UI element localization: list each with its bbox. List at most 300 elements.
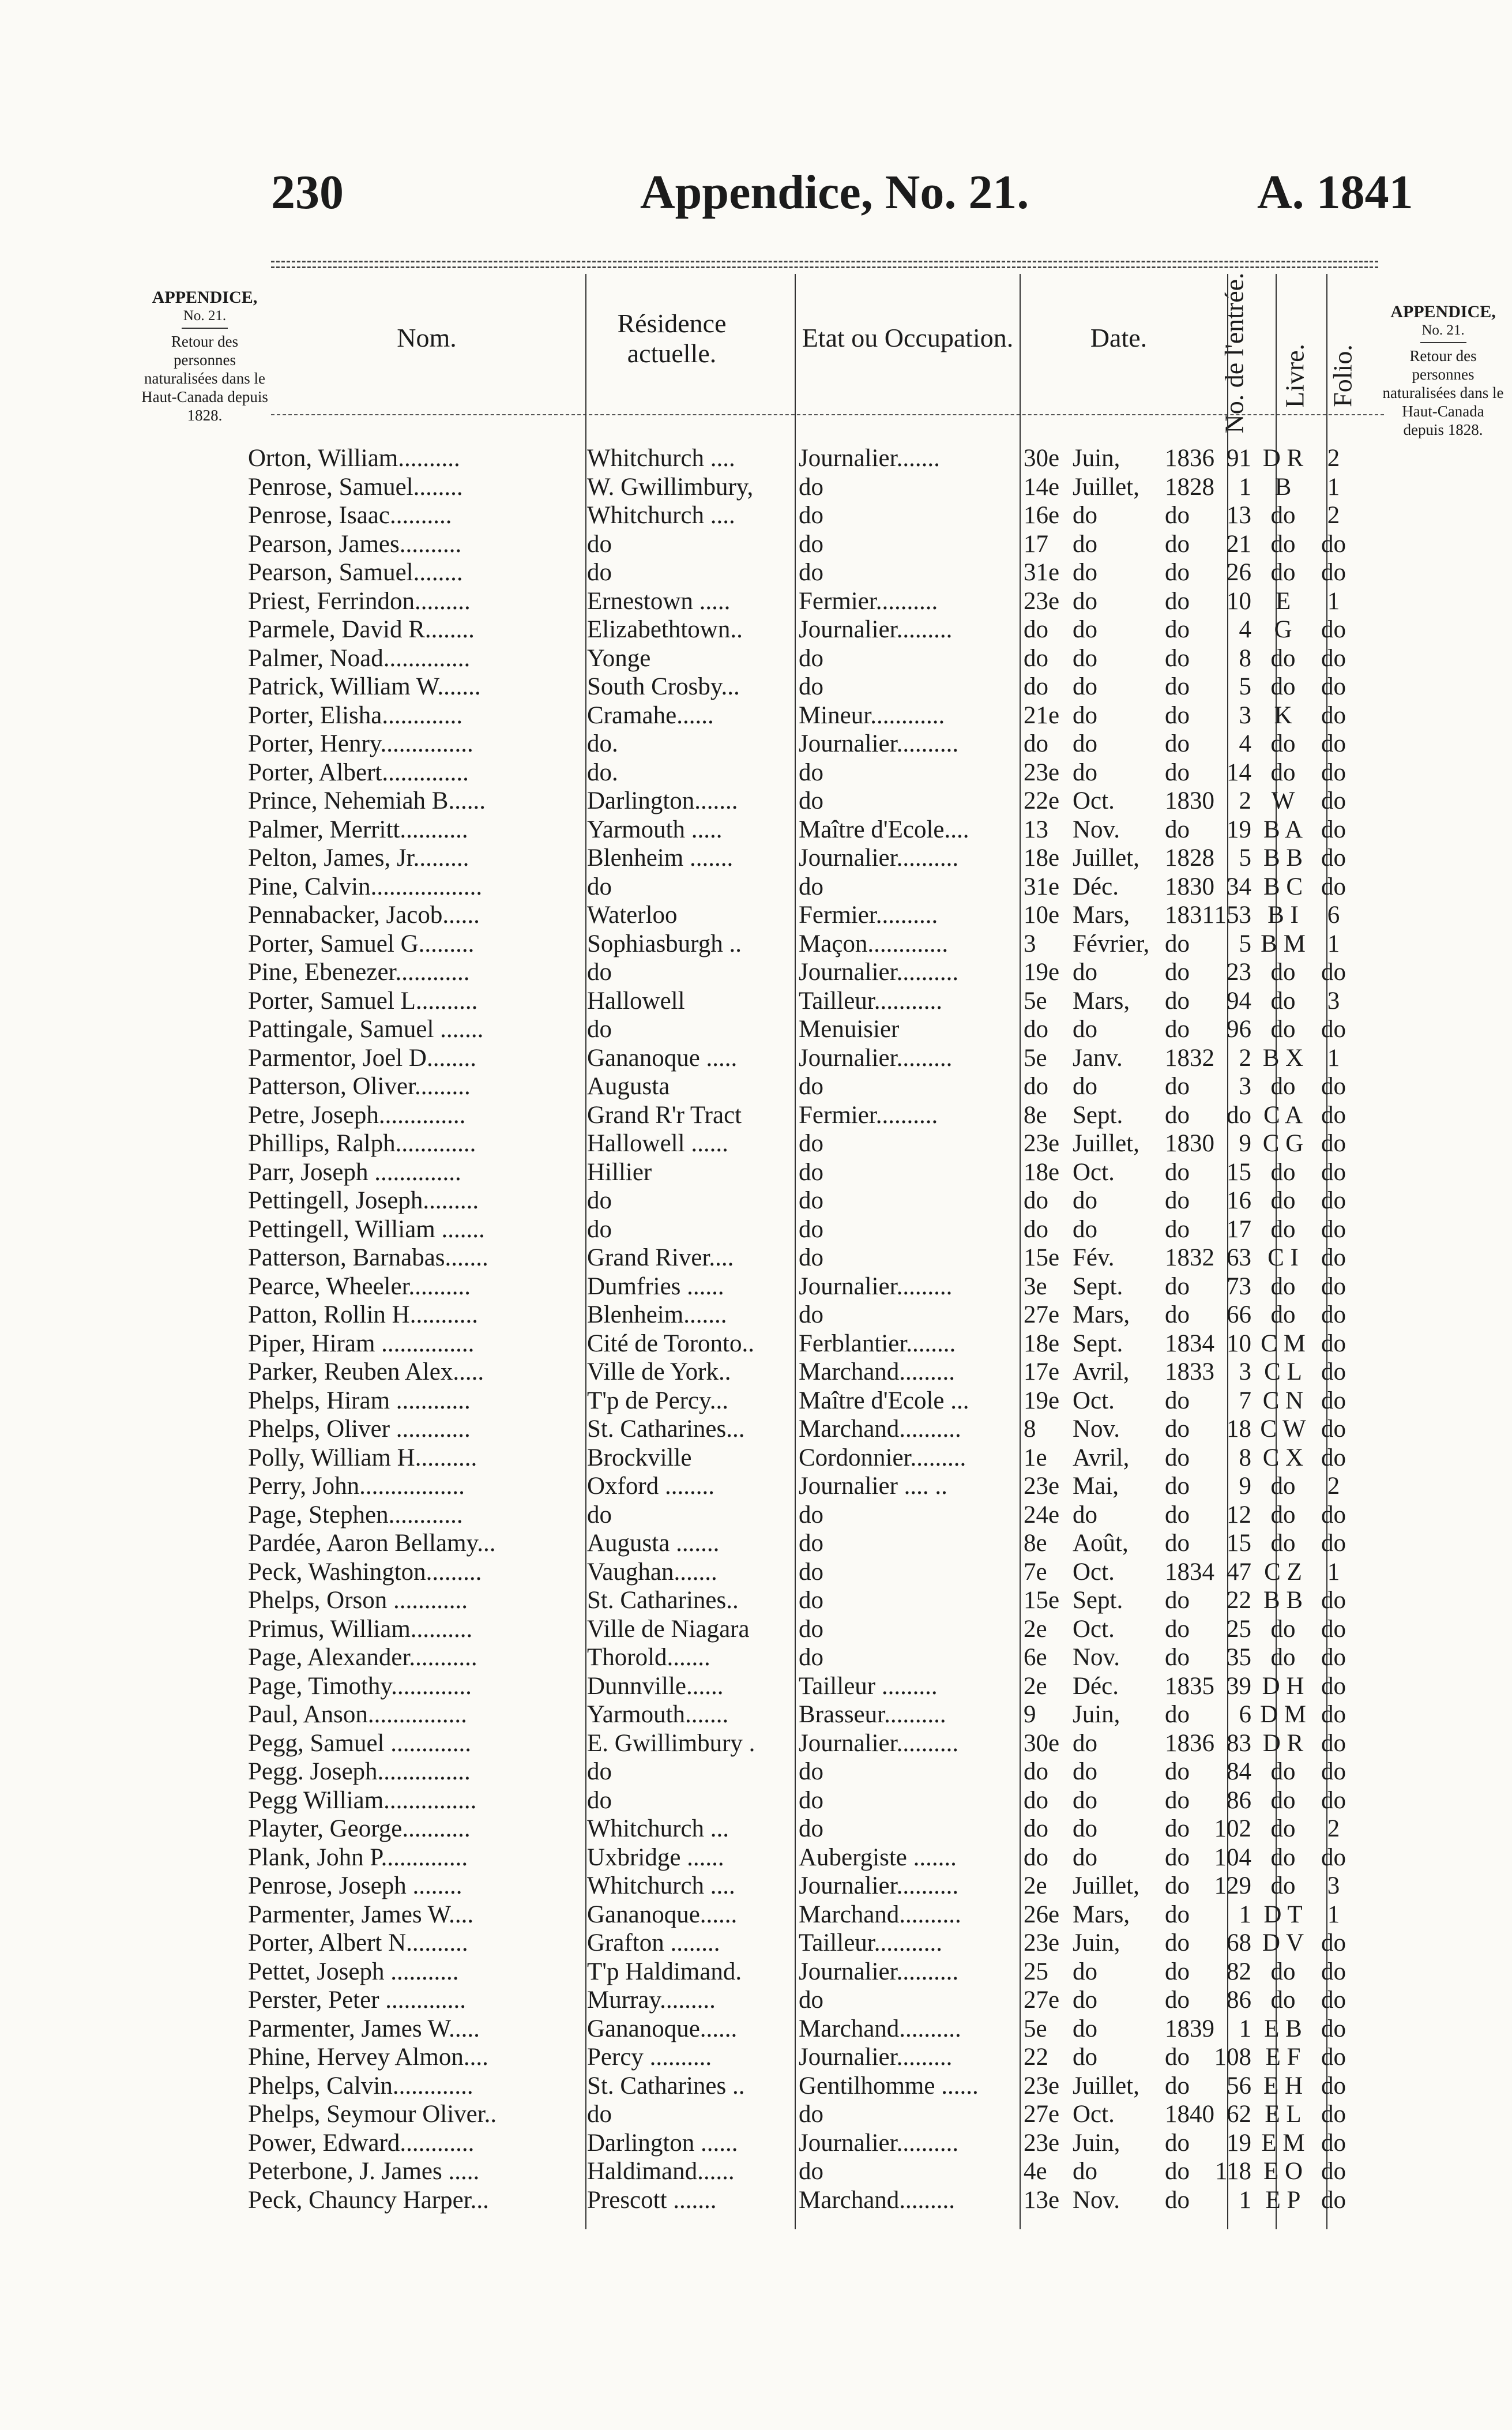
- cell-date-day: 13e: [1024, 2186, 1060, 2214]
- cell-folio: 1: [1327, 587, 1340, 615]
- cell-date-day: 17e: [1024, 1358, 1060, 1385]
- cell-occupation: Journalier .... ..: [799, 1473, 947, 1500]
- cell-date-day: 2e: [1024, 1615, 1047, 1643]
- cell-date-year: do: [1165, 987, 1190, 1015]
- cell-livre: do: [1270, 1473, 1296, 1500]
- column-header-rule: [271, 414, 1384, 415]
- cell-no-entree: 108: [1214, 2044, 1251, 2071]
- cell-date-month: Nov.: [1073, 2186, 1120, 2214]
- cell-folio: do: [1321, 616, 1346, 643]
- cell-livre: E H: [1263, 2072, 1303, 2100]
- cell-date-year: do: [1165, 1101, 1190, 1129]
- cell-residence: do: [587, 1501, 612, 1528]
- cell-no-entree: 12: [1227, 1501, 1251, 1528]
- cell-nom: Parmenter, James W.....: [248, 2015, 480, 2042]
- cell-occupation: Aubergiste .......: [799, 1843, 957, 1871]
- cell-date-month: Oct.: [1073, 1615, 1115, 1643]
- cell-folio: do: [1321, 1786, 1346, 1814]
- cell-nom: Pine, Calvin..................: [248, 873, 483, 900]
- cell-date-month: do: [1073, 959, 1097, 986]
- cell-livre: do: [1270, 1986, 1296, 2014]
- cell-date-month: Oct.: [1073, 1158, 1115, 1186]
- cell-folio: do: [1321, 816, 1346, 843]
- cell-residence: do: [587, 530, 612, 558]
- cell-residence: do: [587, 959, 612, 986]
- cell-nom: Priest, Ferrindon.........: [248, 587, 471, 615]
- cell-nom: Phelps, Calvin.............: [248, 2072, 473, 2100]
- cell-nom: Prince, Nehemiah B......: [248, 787, 486, 814]
- cell-date-month: Juin,: [1073, 2129, 1120, 2157]
- cell-occupation: Menuisier: [799, 1016, 900, 1043]
- cell-occupation: Ferblantier........: [799, 1329, 956, 1357]
- cell-folio: do: [1321, 730, 1346, 757]
- cell-date-day: 5e: [1024, 987, 1047, 1015]
- cell-occupation: Mineur............: [799, 701, 945, 729]
- cell-nom: Power, Edward............: [248, 2129, 475, 2157]
- cell-folio: 3: [1327, 987, 1340, 1015]
- cell-livre: do: [1270, 1215, 1296, 1243]
- cell-date-day: do: [1024, 616, 1048, 643]
- cell-livre: B: [1274, 473, 1292, 501]
- cell-nom: Petre, Joseph..............: [248, 1101, 466, 1129]
- col-header-nom: Nom.: [397, 323, 457, 352]
- col-header-livre: Livre.: [1280, 343, 1310, 408]
- cell-no-entree: 56: [1227, 2072, 1251, 2100]
- cell-date-day: 23e: [1024, 587, 1060, 615]
- cell-residence: Haldimand......: [587, 2158, 735, 2185]
- cell-occupation: do: [799, 1187, 823, 1214]
- cell-nom: Pennabacker, Jacob......: [248, 902, 480, 929]
- cell-folio: do: [1321, 2158, 1346, 2185]
- cell-occupation: do: [799, 873, 823, 900]
- cell-date-year: do: [1165, 1501, 1190, 1528]
- cell-occupation: do: [799, 787, 823, 814]
- cell-livre: E B: [1264, 2015, 1302, 2042]
- cell-date-day: 8: [1024, 1415, 1036, 1443]
- cell-no-entree: 16: [1227, 1187, 1251, 1214]
- cell-nom: Orton, William..........: [248, 445, 460, 472]
- cell-residence: Blenheim .......: [587, 844, 734, 872]
- cell-date-year: do: [1165, 2129, 1190, 2157]
- cell-folio: do: [1321, 1358, 1346, 1385]
- cell-livre: do: [1270, 1158, 1296, 1186]
- cell-date-year: 1828: [1165, 473, 1214, 501]
- cell-livre: do: [1270, 502, 1296, 529]
- cell-occupation: Fermier..........: [799, 902, 938, 929]
- cell-nom: Phelps, Oliver ............: [248, 1415, 471, 1443]
- cell-date-year: do: [1165, 673, 1190, 700]
- cell-date-year: 1836: [1165, 1729, 1214, 1757]
- cell-date-year: do: [1165, 616, 1190, 643]
- cell-occupation: Gentilhomme ......: [799, 2072, 979, 2100]
- column-rule-3: [1020, 274, 1021, 2229]
- cell-livre: C W: [1260, 1415, 1306, 1443]
- cell-date-year: do: [1165, 1187, 1190, 1214]
- cell-folio: do: [1321, 2186, 1346, 2214]
- cell-folio: 1: [1327, 1558, 1340, 1586]
- cell-no-entree: 4: [1239, 730, 1251, 757]
- cell-livre: B X: [1262, 1044, 1304, 1072]
- cell-occupation: Journalier..........: [799, 1958, 959, 1985]
- cell-no-entree: 19: [1227, 816, 1251, 843]
- cell-occupation: do: [799, 2101, 823, 2128]
- cell-date-year: 1835: [1165, 1672, 1214, 1700]
- cell-date-month: do: [1073, 2015, 1097, 2042]
- cell-date-year: do: [1165, 1644, 1190, 1671]
- cell-nom: Phelps, Hiram ............: [248, 1387, 471, 1414]
- cell-occupation: do: [799, 1501, 823, 1528]
- cell-date-month: do: [1073, 1187, 1097, 1214]
- cell-date-day: 5e: [1024, 1044, 1047, 1072]
- cell-date-month: do: [1073, 1786, 1097, 1814]
- cell-livre: do: [1270, 1187, 1296, 1214]
- cell-nom: Patterson, Barnabas.......: [248, 1244, 488, 1271]
- cell-folio: do: [1321, 787, 1346, 814]
- cell-livre: do: [1270, 1872, 1296, 1899]
- cell-nom: Phelps, Orson ............: [248, 1587, 468, 1614]
- cell-folio: do: [1321, 1444, 1346, 1471]
- cell-nom: Phine, Hervey Almon....: [248, 2044, 488, 2071]
- cell-nom: Phelps, Seymour Oliver..: [248, 2101, 497, 2128]
- cell-date-month: Nov.: [1073, 816, 1120, 843]
- cell-date-year: do: [1165, 701, 1190, 729]
- cell-date-day: 4e: [1024, 2158, 1047, 2185]
- cell-no-entree: 14: [1227, 758, 1251, 786]
- cell-nom: Pattingale, Samuel .......: [248, 1016, 484, 1043]
- cell-livre: do: [1270, 1301, 1296, 1328]
- cell-folio: do: [1321, 1329, 1346, 1357]
- cell-residence: do: [587, 1016, 612, 1043]
- cell-no-entree: 19: [1227, 2129, 1251, 2157]
- cell-folio: do: [1321, 1501, 1346, 1528]
- cell-folio: do: [1321, 2072, 1346, 2100]
- cell-nom: Porter, Samuel G.........: [248, 930, 475, 957]
- cell-residence: do: [587, 873, 612, 900]
- cell-folio: do: [1321, 673, 1346, 700]
- cell-date-day: 5e: [1024, 2015, 1047, 2042]
- cell-nom: Parr, Joseph ..............: [248, 1158, 461, 1186]
- cell-livre: D M: [1259, 1701, 1307, 1728]
- cell-occupation: Journalier.......: [799, 445, 940, 472]
- cell-date-day: 16e: [1024, 502, 1060, 529]
- cell-date-year: do: [1165, 1843, 1190, 1871]
- cell-residence: Gananoque......: [587, 1901, 738, 1928]
- cell-date-month: Mars,: [1073, 902, 1130, 929]
- cell-livre: E F: [1265, 2044, 1301, 2071]
- col-header-no-entree: No. de l'entrée.: [1219, 272, 1249, 434]
- cell-no-entree: 5: [1239, 930, 1251, 957]
- cell-occupation: do: [799, 2158, 823, 2185]
- cell-occupation: Journalier.........: [799, 616, 953, 643]
- cell-date-year: do: [1165, 2072, 1190, 2100]
- cell-date-year: do: [1165, 2186, 1190, 2214]
- cell-date-year: do: [1165, 1387, 1190, 1414]
- cell-date-year: do: [1165, 1415, 1190, 1443]
- cell-date-year: do: [1165, 1215, 1190, 1243]
- cell-date-month: Mai,: [1073, 1473, 1119, 1500]
- cell-date-month: Mars,: [1073, 1901, 1130, 1928]
- cell-occupation: do: [799, 1587, 823, 1614]
- margin-left-number: No. 21.: [183, 308, 227, 324]
- cell-date-day: do: [1024, 644, 1048, 672]
- cell-residence: Thorold.......: [587, 1644, 710, 1671]
- cell-folio: do: [1321, 1187, 1346, 1214]
- cell-occupation: do: [799, 559, 823, 586]
- cell-residence: do.: [587, 758, 618, 786]
- cell-no-entree: 118: [1215, 2158, 1251, 2185]
- cell-no-entree: 86: [1227, 1786, 1251, 1814]
- cell-date-month: do: [1073, 1016, 1097, 1043]
- cell-date-month: do: [1073, 701, 1097, 729]
- cell-no-entree: 82: [1227, 1958, 1251, 1985]
- cell-residence: Ville de Niagara: [587, 1615, 750, 1643]
- cell-folio: 6: [1327, 902, 1340, 929]
- cell-date-year: 1828: [1165, 844, 1214, 872]
- cell-nom: Palmer, Noad..............: [248, 644, 471, 672]
- cell-occupation: Cordonnier.........: [799, 1444, 966, 1471]
- cell-residence: Dumfries ......: [587, 1272, 724, 1300]
- cell-nom: Pine, Ebenezer............: [248, 959, 470, 986]
- cell-date-month: Août,: [1073, 1530, 1129, 1557]
- cell-nom: Page, Timothy.............: [248, 1672, 472, 1700]
- cell-date-year: do: [1165, 1986, 1190, 2014]
- cell-no-entree: 102: [1214, 1815, 1251, 1842]
- cell-livre: do: [1270, 959, 1296, 986]
- cell-livre: C X: [1262, 1444, 1304, 1471]
- cell-residence: Cramahe......: [587, 701, 714, 729]
- cell-no-entree: 39: [1227, 1672, 1251, 1700]
- cell-date-month: do: [1073, 530, 1097, 558]
- cell-date-year: do: [1165, 1815, 1190, 1842]
- cell-livre: C G: [1262, 1130, 1304, 1157]
- cell-occupation: do: [799, 1786, 823, 1814]
- cell-occupation: do: [799, 1615, 823, 1643]
- cell-livre: do: [1270, 1843, 1296, 1871]
- cell-residence: Whitchurch ...: [587, 1815, 729, 1842]
- cell-nom: Palmer, Merritt...........: [248, 816, 468, 843]
- cell-livre: do: [1270, 530, 1296, 558]
- cell-livre: C N: [1262, 1387, 1304, 1414]
- cell-no-entree: 15: [1227, 1158, 1251, 1186]
- cell-date-day: 6e: [1024, 1644, 1047, 1671]
- cell-residence: Hillier: [587, 1158, 652, 1186]
- cell-occupation: Maçon.............: [799, 930, 949, 957]
- cell-folio: do: [1321, 2044, 1346, 2071]
- cell-livre: E M: [1261, 2129, 1305, 2157]
- cell-occupation: do: [799, 1558, 823, 1586]
- cell-date-year: do: [1165, 1872, 1190, 1899]
- cell-livre: C Z: [1264, 1558, 1302, 1586]
- cell-date-year: do: [1165, 1958, 1190, 1985]
- cell-nom: Parmentor, Joel D........: [248, 1044, 476, 1072]
- cell-livre: do: [1270, 559, 1296, 586]
- cell-folio: do: [1321, 1530, 1346, 1557]
- cell-folio: do: [1321, 1929, 1346, 1956]
- cell-date-year: do: [1165, 559, 1190, 586]
- cell-date-day: 21e: [1024, 701, 1060, 729]
- cell-occupation: Marchand.........: [799, 1358, 956, 1385]
- cell-nom: Playter, George...........: [248, 1815, 471, 1842]
- cell-livre: K: [1274, 701, 1292, 729]
- cell-date-day: do: [1024, 1758, 1048, 1785]
- cell-date-month: Avril,: [1073, 1358, 1130, 1385]
- cell-date-month: Mars,: [1073, 987, 1130, 1015]
- cell-folio: do: [1321, 1701, 1346, 1728]
- col-header-date: Date.: [1090, 323, 1148, 352]
- cell-nom: Porter, Henry...............: [248, 730, 473, 757]
- cell-no-entree: 8: [1239, 1444, 1251, 1471]
- cell-residence: Augusta .......: [587, 1530, 720, 1557]
- cell-folio: do: [1321, 2015, 1346, 2042]
- cell-folio: do: [1321, 2101, 1346, 2128]
- cell-no-entree: 1: [1239, 473, 1251, 501]
- cell-no-entree: 3: [1239, 701, 1251, 729]
- cell-nom: Pearce, Wheeler..........: [248, 1272, 471, 1300]
- cell-no-entree: 10: [1227, 587, 1251, 615]
- cell-date-year: do: [1165, 587, 1190, 615]
- cell-date-year: 1840: [1165, 2101, 1214, 2128]
- cell-date-day: 23e: [1024, 2072, 1060, 2100]
- cell-date-year: 1832: [1165, 1244, 1214, 1271]
- cell-nom: Piper, Hiram ...............: [248, 1329, 475, 1357]
- cell-nom: Polly, William H..........: [248, 1444, 477, 1471]
- cell-folio: do: [1321, 1986, 1346, 2014]
- cell-no-entree: 83: [1227, 1729, 1251, 1757]
- cell-no-entree: 3: [1239, 1073, 1251, 1100]
- cell-no-entree: 35: [1227, 1644, 1251, 1671]
- cell-occupation: Maître d'Ecole ...: [799, 1387, 969, 1414]
- cell-date-year: do: [1165, 2158, 1190, 2185]
- cell-date-year: do: [1165, 1473, 1190, 1500]
- cell-folio: do: [1321, 1158, 1346, 1186]
- cell-residence: T'p de Percy...: [587, 1387, 728, 1414]
- cell-no-entree: 5: [1239, 673, 1251, 700]
- cell-no-entree: 129: [1214, 1872, 1251, 1899]
- cell-nom: Patrick, William W.......: [248, 673, 481, 700]
- cell-date-day: 24e: [1024, 1501, 1060, 1528]
- cell-occupation: Journalier..........: [799, 844, 959, 872]
- cell-nom: Porter, Albert N..........: [248, 1929, 468, 1956]
- cell-date-month: Juillet,: [1073, 844, 1139, 872]
- cell-folio: do: [1321, 644, 1346, 672]
- cell-no-entree: 1: [1239, 2015, 1251, 2042]
- cell-date-month: Juillet,: [1073, 473, 1139, 501]
- cell-date-year: do: [1165, 1587, 1190, 1614]
- cell-occupation: Fermier..........: [799, 587, 938, 615]
- cell-date-day: 25: [1024, 1958, 1048, 1985]
- cell-date-day: 30e: [1024, 1729, 1060, 1757]
- cell-residence: Augusta: [587, 1073, 670, 1100]
- cell-occupation: Journalier..........: [799, 1872, 959, 1899]
- cell-date-year: 1836: [1165, 445, 1214, 472]
- cell-date-year: 1834: [1165, 1329, 1214, 1357]
- cell-folio: do: [1321, 1587, 1346, 1614]
- cell-date-day: 19e: [1024, 1387, 1060, 1414]
- cell-nom: Penrose, Isaac..........: [248, 502, 452, 529]
- cell-nom: Peck, Chauncy Harper...: [248, 2186, 489, 2214]
- cell-date-day: 23e: [1024, 1929, 1060, 1956]
- cell-occupation: Fermier..........: [799, 1101, 938, 1129]
- cell-no-entree: 153: [1214, 902, 1251, 929]
- cell-folio: do: [1321, 1101, 1346, 1129]
- cell-nom: Pettet, Joseph ...........: [248, 1958, 459, 1985]
- cell-no-entree: 47: [1227, 1558, 1251, 1586]
- cell-no-entree: 68: [1227, 1929, 1251, 1956]
- cell-no-entree: 3: [1239, 1358, 1251, 1385]
- cell-date-day: 27e: [1024, 1986, 1060, 2014]
- cell-date-month: Oct.: [1073, 2101, 1115, 2128]
- col-header-residence: Résidence actuelle.: [617, 309, 727, 368]
- cell-nom: Pelton, James, Jr.........: [248, 844, 469, 872]
- cell-folio: do: [1321, 1387, 1346, 1414]
- cell-date-day: do: [1024, 1187, 1048, 1214]
- cell-residence: do.: [587, 730, 618, 757]
- cell-livre: E O: [1263, 2158, 1303, 2185]
- cell-no-entree: 4: [1239, 616, 1251, 643]
- cell-occupation: Tailleur...........: [799, 1929, 942, 1956]
- cell-date-year: 1834: [1165, 1558, 1214, 1586]
- cell-occupation: Journalier.........: [799, 1272, 953, 1300]
- margin-note-left: [138, 288, 271, 425]
- cell-nom: Pardée, Aaron Bellamy...: [248, 1530, 496, 1557]
- cell-date-year: do: [1165, 816, 1190, 843]
- cell-date-day: 13: [1024, 816, 1048, 843]
- cell-date-year: do: [1165, 1530, 1190, 1557]
- cell-date-month: Juillet,: [1073, 1130, 1139, 1157]
- cell-occupation: Journalier..........: [799, 959, 959, 986]
- margin-left-title: APPENDICE,: [152, 288, 258, 307]
- cell-folio: do: [1321, 1729, 1346, 1757]
- cell-no-entree: 8: [1239, 644, 1251, 672]
- cell-date-day: 8e: [1024, 1101, 1047, 1129]
- cell-livre: do: [1270, 644, 1296, 672]
- cell-residence: St. Catharines..: [587, 1587, 739, 1614]
- cell-date-day: 27e: [1024, 2101, 1060, 2128]
- cell-occupation: Journalier.........: [799, 2044, 953, 2071]
- cell-date-day: do: [1024, 673, 1048, 700]
- cell-date-month: do: [1073, 2044, 1097, 2071]
- cell-residence: Blenheim.......: [587, 1301, 727, 1328]
- cell-livre: do: [1270, 1073, 1296, 1100]
- cell-livre: G: [1274, 616, 1292, 643]
- cell-livre: C I: [1267, 1244, 1299, 1271]
- cell-date-year: do: [1165, 1701, 1190, 1728]
- cell-date-month: do: [1073, 2158, 1097, 2185]
- cell-livre: do: [1270, 673, 1296, 700]
- cell-occupation: Tailleur .........: [799, 1672, 938, 1700]
- cell-residence: Waterloo: [587, 902, 678, 929]
- cell-date-day: 30e: [1024, 445, 1060, 472]
- cell-date-month: do: [1073, 1815, 1097, 1842]
- cell-nom: Phillips, Ralph.............: [248, 1130, 476, 1157]
- cell-residence: Hallowell: [587, 987, 685, 1015]
- cell-date-year: do: [1165, 644, 1190, 672]
- cell-nom: Page, Alexander...........: [248, 1644, 477, 1671]
- cell-residence: Percy ..........: [587, 2044, 712, 2071]
- cell-occupation: Journalier..........: [799, 730, 959, 757]
- cell-residence: Darlington.......: [587, 787, 738, 814]
- cell-occupation: do: [799, 644, 823, 672]
- cell-date-day: 18e: [1024, 1158, 1060, 1186]
- cell-occupation: do: [799, 530, 823, 558]
- cell-date-year: 1831: [1165, 902, 1214, 929]
- cell-residence: Ernestown .....: [587, 587, 731, 615]
- cell-livre: do: [1270, 1272, 1296, 1300]
- cell-livre: B M: [1261, 930, 1306, 957]
- cell-date-year: 1830: [1165, 873, 1214, 900]
- cell-folio: do: [1321, 2129, 1346, 2157]
- cell-nom: Peck, Washington.........: [248, 1558, 482, 1586]
